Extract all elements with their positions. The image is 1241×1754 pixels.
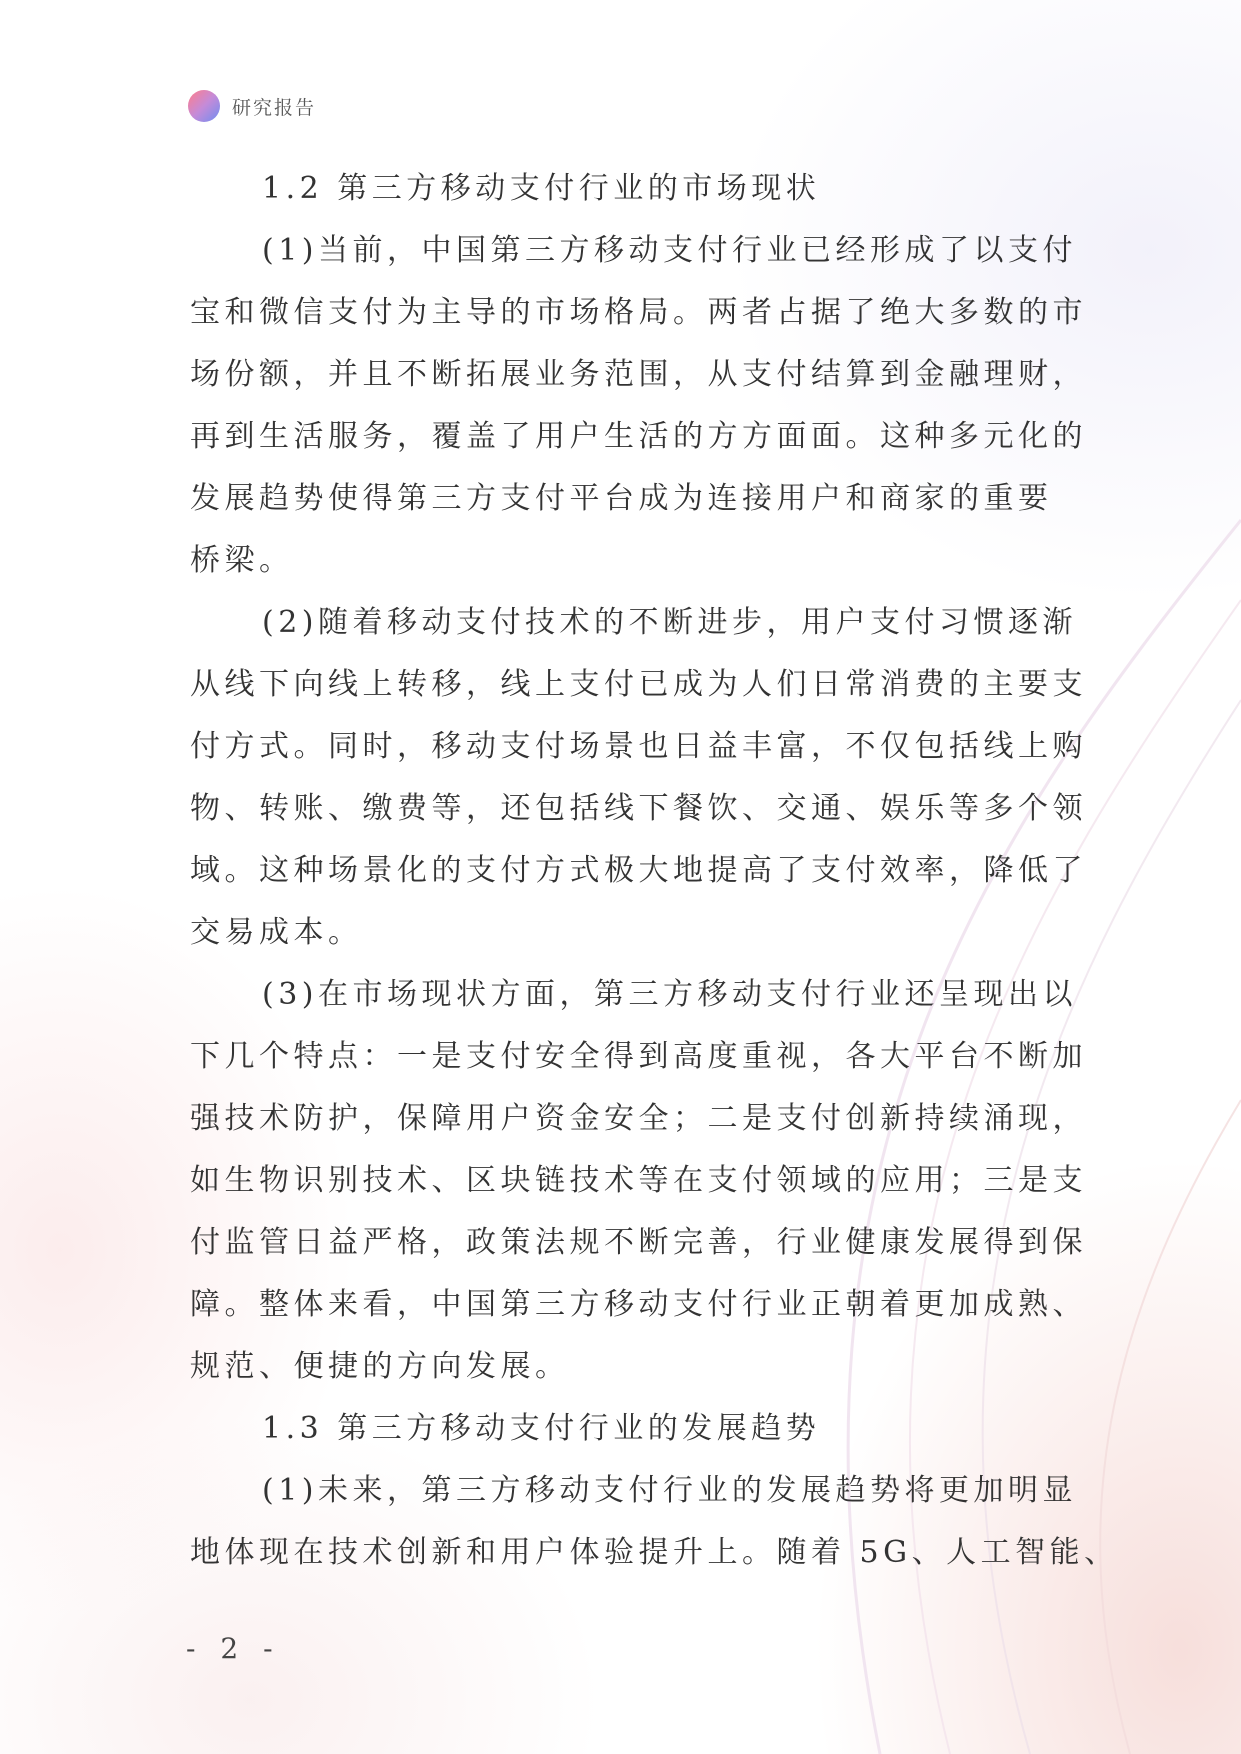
paragraph-line: (1)当前，中国第三方移动支付行业已经形成了以支付 [262, 233, 1077, 268]
paragraph-line: 交易成本。 [190, 915, 363, 950]
paragraph-line: 障。整体来看，中国第三方移动支付行业正朝着更加成熟、 [190, 1287, 1087, 1322]
report-header [188, 90, 316, 122]
header-label: 研究报告 [232, 96, 317, 119]
paragraph-line: 付监管日益严格，政策法规不断完善，行业健康发展得到保 [190, 1225, 1087, 1260]
page-number: - 2 - [186, 1632, 281, 1665]
paragraph-line: 发展趋势使得第三方支付平台成为连接用户和商家的重要 [190, 481, 1053, 516]
paragraph-line: 强技术防护，保障用户资金安全；二是支付创新持续涌现， [190, 1101, 1087, 1136]
paragraph-line: 如生物识别技术、区块链技术等在支付领域的应用；三是支 [190, 1163, 1087, 1198]
paragraph-line: 下几个特点：一是支付安全得到高度重视，各大平台不断加 [190, 1039, 1087, 1074]
report-logo-icon [188, 90, 220, 122]
body-text [190, 158, 1119, 1584]
paragraph-line: 宝和微信支付为主导的市场格局。两者占据了绝大多数的市 [190, 295, 1087, 330]
paragraph-line: 物、转账、缴费等，还包括线下餐饮、交通、娱乐等多个领 [190, 791, 1087, 826]
paragraph-line: 再到生活服务，覆盖了用户生活的方方面面。这种多元化的 [190, 419, 1087, 454]
paragraph-line: (1)未来，第三方移动支付行业的发展趋势将更加明显 [262, 1473, 1077, 1508]
paragraph-line: 域。这种场景化的支付方式极大地提高了支付效率，降低了 [190, 853, 1087, 888]
paragraph-line: 场份额，并且不断拓展业务范围，从支付结算到金融理财， [190, 357, 1087, 392]
paragraph-line: 从线下向线上转移，线上支付已成为人们日常消费的主要支 [190, 667, 1087, 702]
paragraph-line: 地体现在技术创新和用户体验提升上。随着 5G、人工智能、 [190, 1535, 1119, 1570]
paragraph-line: (3)在市场现状方面，第三方移动支付行业还呈现出以 [262, 977, 1077, 1012]
paragraph-line: (2)随着移动支付技术的不断进步，用户支付习惯逐渐 [262, 605, 1077, 640]
paragraph-line: 桥梁。 [190, 543, 294, 578]
paragraph-line: 规范、便捷的方向发展。 [190, 1349, 570, 1384]
section-heading: 1.2 第三方移动支付行业的市场现状 [262, 171, 821, 206]
paragraph-line: 付方式。同时，移动支付场景也日益丰富，不仅包括线上购 [190, 729, 1087, 764]
section-heading: 1.3 第三方移动支付行业的发展趋势 [262, 1411, 821, 1446]
